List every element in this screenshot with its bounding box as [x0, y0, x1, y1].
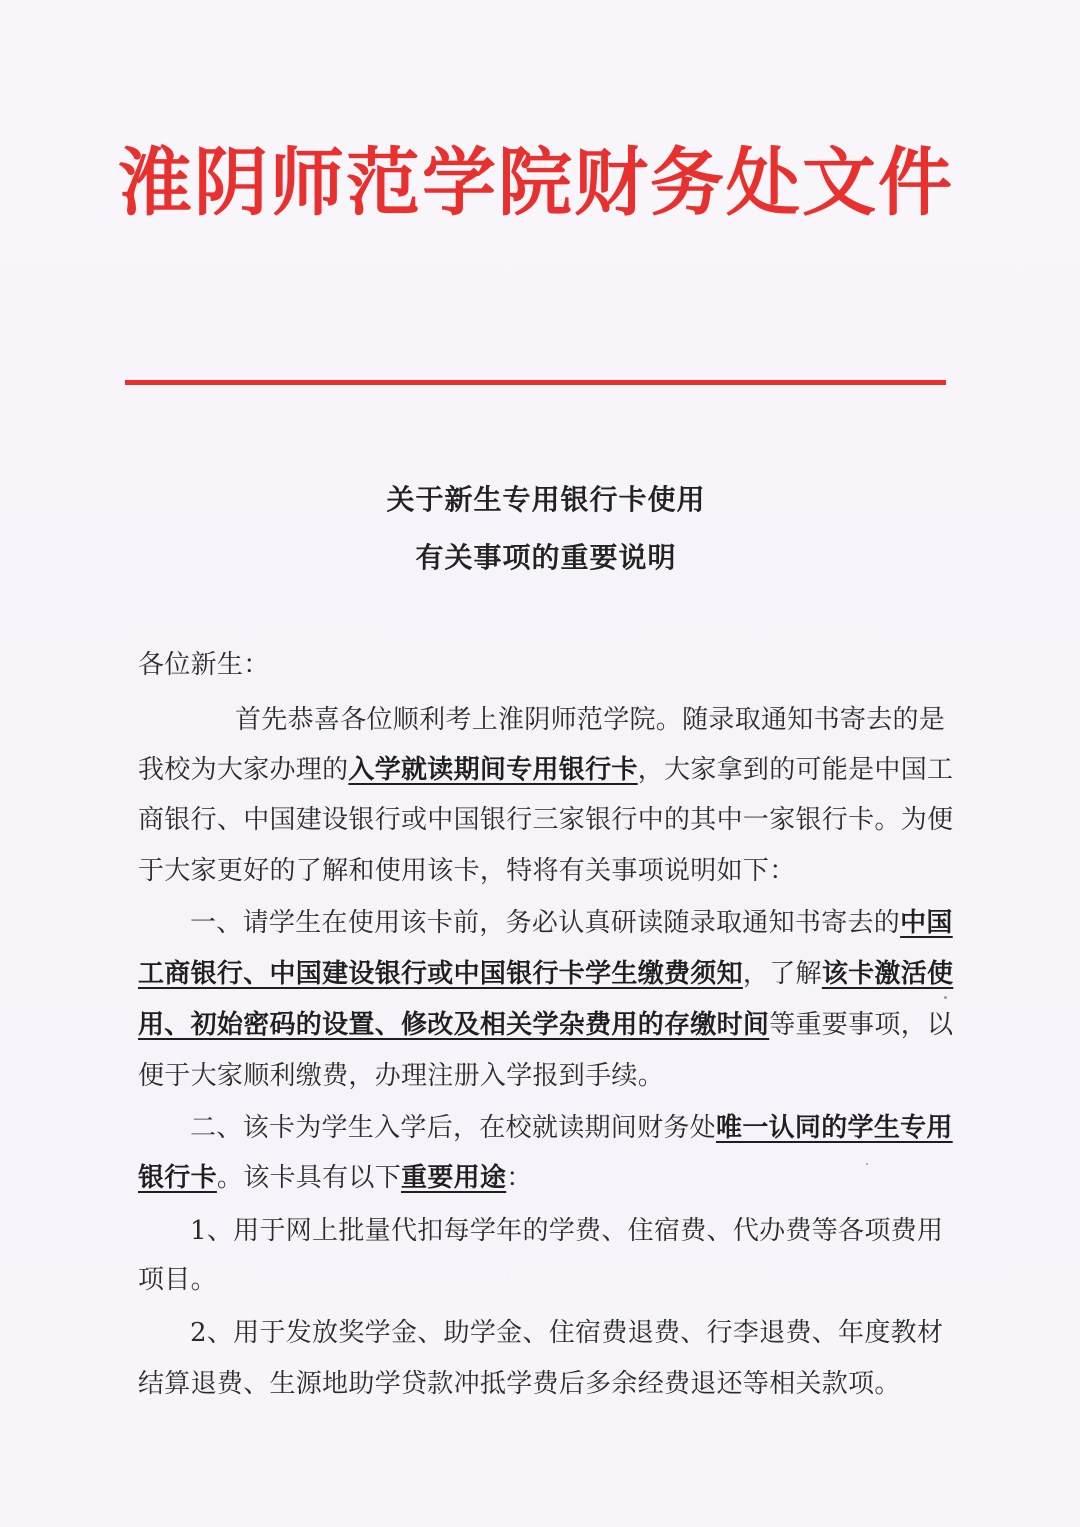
paragraph-2-line-1: [190, 906, 1010, 940]
underlined-emphasis: 工商银行、中国建设银行或中国银行卡学生缴费须知: [138, 959, 743, 989]
letterhead-red-rule: [125, 380, 946, 385]
item-1-line-1: 1、用于网上批量代扣每学年的学费、住宿费、代办费等各项费用: [190, 1216, 944, 1246]
paragraph-1-line-4: 于大家更好的了解和使用该卡，特将有关事项说明如下：: [138, 856, 796, 886]
paragraph-2-line-4: 便于大家顺利缴费，办理注册入学报到手续。: [138, 1061, 665, 1091]
text-run: 一、请学生在使用该卡前，务必认真研读随录取通知书寄去的: [190, 908, 901, 938]
paragraph-1-line-1: 首先恭喜各位顺利考上淮阴师范学院。随录取通知书寄去的是: [235, 705, 946, 735]
scan-speck: [866, 1163, 868, 1165]
paragraph-3-line-1: [190, 1111, 1010, 1145]
text-run: 我校为大家办理的: [138, 755, 349, 785]
underlined-emphasis: 该卡激活使: [821, 959, 954, 989]
paragraph-3-line-2: [138, 1161, 958, 1195]
text-run: ：: [506, 1163, 533, 1193]
salutation: 各位新生：: [138, 650, 270, 680]
scan-speck: [944, 996, 947, 999]
underlined-emphasis: 用、初始密码的设置、修改及相关学杂费用的存缴时间: [138, 1010, 770, 1040]
paragraph-1-line-3: 商银行、中国建设银行或中国银行三家银行中的其中一家银行卡。为便: [138, 805, 954, 835]
item-2-line-2: 结算退费、生源地助学贷款冲抵学费后多余经费退还等相关款项。: [138, 1369, 901, 1399]
text-run: ，大家拿到的可能是中国工: [637, 755, 954, 785]
text-run: 。该卡具有以下: [216, 1163, 402, 1193]
underlined-emphasis: 入学就读期间专用银行卡: [348, 755, 638, 785]
paragraph-2-line-2: [138, 957, 958, 991]
paragraph-2-line-3: [138, 1008, 958, 1042]
text-run: 等重要事项，以: [769, 1010, 954, 1040]
item-1-line-2: 项目。: [138, 1265, 217, 1295]
paragraph-1-line-2: [138, 753, 958, 787]
underlined-emphasis: 唯一认同的学生专用: [716, 1113, 953, 1143]
underlined-emphasis: 中国: [900, 908, 953, 938]
underlined-emphasis: 银行卡: [138, 1163, 217, 1193]
underlined-emphasis: 重要用途: [401, 1163, 507, 1193]
item-2-line-1: 2、用于发放奖学金、助学金、住宿费退费、行李退费、年度教材: [190, 1318, 944, 1348]
text-run: 二、该卡为学生入学后，在校就读期间财务处: [190, 1113, 717, 1143]
document-title-line-1: 关于新生专用银行卡使用: [386, 483, 706, 516]
document-title-line-2: 有关事项的重要说明: [415, 541, 677, 574]
text-run: ，了解: [742, 959, 822, 989]
letterhead-title: 淮阴师范学院财务处文件: [118, 140, 954, 226]
